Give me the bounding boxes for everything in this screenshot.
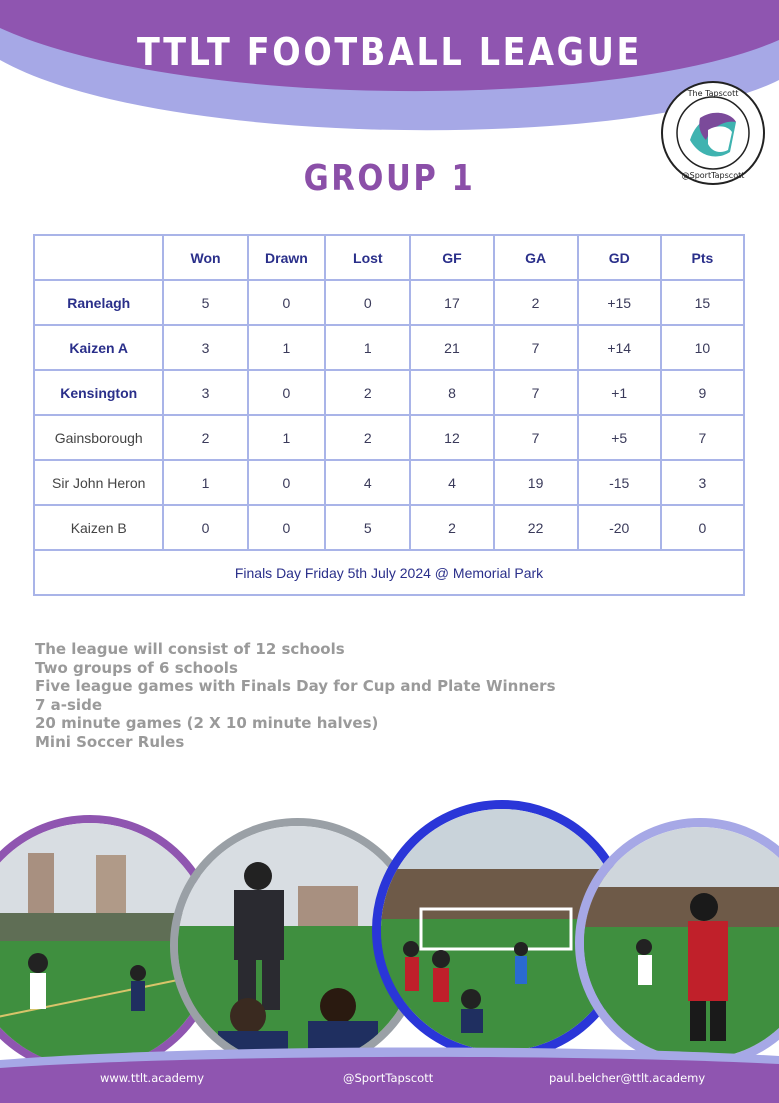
info-line: 20 minute games (2 X 10 minute halves): [35, 714, 379, 733]
info-line: Two groups of 6 schools: [35, 658, 238, 677]
ga-cell: 22: [494, 505, 578, 550]
gf-cell: 4: [410, 460, 493, 505]
drawn-cell: 0: [248, 370, 326, 415]
drawn-cell: 0: [248, 460, 326, 505]
gf-cell: 21: [410, 325, 493, 370]
gd-cell: +5: [578, 415, 661, 460]
lost-cell: 1: [325, 325, 410, 370]
pts-cell: 3: [661, 460, 744, 505]
team-name: Sir John Heron: [34, 460, 163, 505]
header-gf: GF: [410, 235, 493, 280]
header-pts: Pts: [661, 235, 744, 280]
won-cell: 1: [163, 460, 247, 505]
won-cell: 3: [163, 325, 247, 370]
league-title: TTLT FOOTBALL LEAGUE: [136, 30, 643, 74]
team-name: Gainsborough: [34, 415, 163, 460]
pts-cell: 15: [661, 280, 744, 325]
team-name: Kaizen A: [34, 325, 163, 370]
table-footer-row: [34, 550, 744, 595]
email-link[interactable]: paul.belcher@ttlt.academy: [549, 1071, 706, 1085]
team-name: Kensington: [34, 370, 163, 415]
svg-text:@SportTapscott: @SportTapscott: [681, 171, 745, 180]
league-info: [35, 640, 556, 752]
website-link[interactable]: www.ttlt.academy: [100, 1071, 204, 1085]
drawn-cell: 1: [248, 415, 326, 460]
table-row: [34, 280, 744, 325]
header-lost: Lost: [325, 235, 410, 280]
drawn-cell: 0: [248, 280, 326, 325]
info-line: Five league games with Finals Day for Cup and Plate Winners: [35, 677, 556, 696]
won-cell: 3: [163, 370, 247, 415]
table-row: [34, 415, 744, 460]
pts-cell: 0: [661, 505, 744, 550]
header-ga: GA: [494, 235, 578, 280]
table-row: [34, 460, 744, 505]
gd-cell: +14: [578, 325, 661, 370]
lost-cell: 4: [325, 460, 410, 505]
team-name: Kaizen B: [34, 505, 163, 550]
gf-cell: 17: [410, 280, 493, 325]
drawn-cell: 0: [248, 505, 326, 550]
ga-cell: 7: [494, 325, 578, 370]
gd-cell: -20: [578, 505, 661, 550]
gf-cell: 8: [410, 370, 493, 415]
ga-cell: 7: [494, 415, 578, 460]
table-row: [34, 505, 744, 550]
pts-cell: 10: [661, 325, 744, 370]
pts-cell: 7: [661, 415, 744, 460]
drawn-cell: 1: [248, 325, 326, 370]
group-title: GROUP 1: [303, 158, 476, 199]
header-drawn: Drawn: [248, 235, 326, 280]
lost-cell: 0: [325, 280, 410, 325]
won-cell: 5: [163, 280, 247, 325]
gd-cell: -15: [578, 460, 661, 505]
gf-cell: 2: [410, 505, 493, 550]
lost-cell: 2: [325, 415, 410, 460]
finals-day-note: Finals Day Friday 5th July 2024 @ Memorial Park: [34, 550, 744, 595]
standings-table: [33, 234, 745, 596]
social-handle-link[interactable]: @SportTapscott: [343, 1071, 434, 1085]
info-line: The league will consist of 12 schools: [35, 640, 345, 658]
won-cell: 2: [163, 415, 247, 460]
pts-cell: 9: [661, 370, 744, 415]
gf-cell: 12: [410, 415, 493, 460]
lost-cell: 5: [325, 505, 410, 550]
table-row: [34, 370, 744, 415]
header-won: Won: [163, 235, 247, 280]
header-team: [34, 235, 163, 280]
gd-cell: +15: [578, 280, 661, 325]
ga-cell: 7: [494, 370, 578, 415]
header-gd: GD: [578, 235, 661, 280]
ga-cell: 2: [494, 280, 578, 325]
team-name: Ranelagh: [34, 280, 163, 325]
table-header-row: [34, 235, 744, 280]
ga-cell: 19: [494, 460, 578, 505]
table-row: [34, 325, 744, 370]
won-cell: 0: [163, 505, 247, 550]
info-line: 7 a-side: [35, 695, 102, 714]
svg-text:The Tapscott: The Tapscott: [687, 89, 739, 98]
lost-cell: 2: [325, 370, 410, 415]
gd-cell: +1: [578, 370, 661, 415]
info-line: Mini Soccer Rules: [35, 732, 185, 751]
